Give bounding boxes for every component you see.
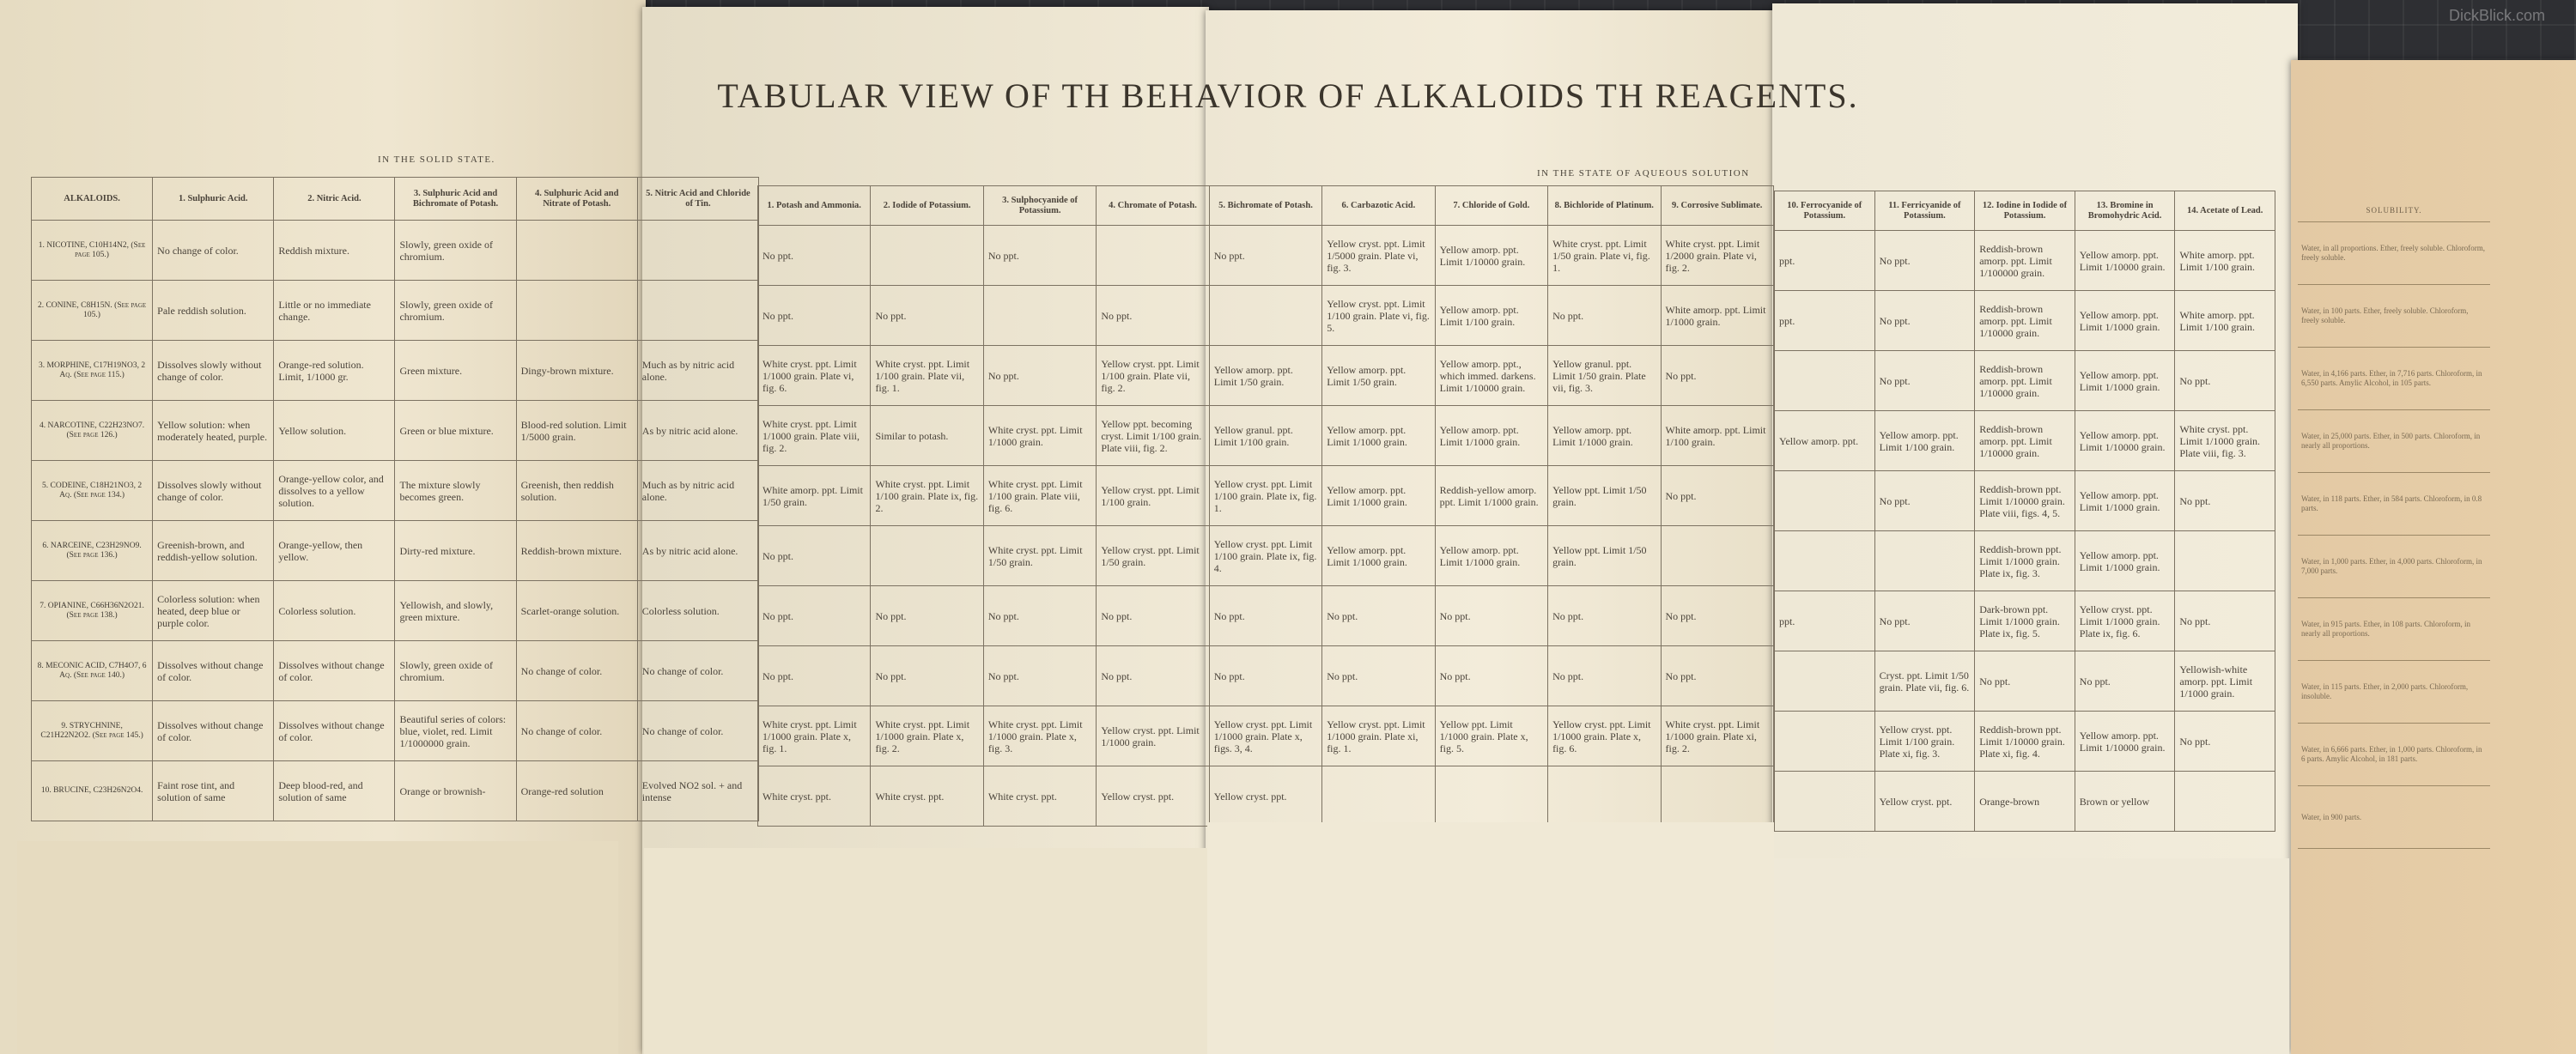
reaction-cell: Reddish-brown mixture. bbox=[516, 521, 637, 581]
column-header: 6. Carbazotic Acid. bbox=[1322, 186, 1435, 226]
reaction-cell bbox=[516, 281, 637, 341]
reaction-cell: No ppt. bbox=[871, 586, 983, 646]
reaction-cell: No change of color. bbox=[637, 641, 758, 701]
table-row bbox=[1775, 531, 2275, 591]
table-row bbox=[758, 346, 1774, 406]
reaction-cell: No ppt. bbox=[1874, 291, 1975, 351]
reaction-cell: White amorp. ppt. Limit 1/50 grain. bbox=[758, 466, 871, 526]
table-row bbox=[1775, 591, 2275, 651]
reaction-cell: Greenish-brown, and reddish-yellow solution. bbox=[153, 521, 274, 581]
table-row bbox=[32, 701, 759, 761]
table-row bbox=[758, 406, 1774, 466]
reaction-cell: Yellow solution: when moderately heated, purple. bbox=[153, 401, 274, 461]
table-solid-state bbox=[31, 177, 759, 821]
page-second-blank-area bbox=[644, 848, 1211, 1054]
reaction-cell: White amorp. ppt. Limit 1/100 grain. bbox=[2175, 231, 2275, 291]
solubility-cell: Water, in 900 parts. bbox=[2298, 786, 2490, 849]
reaction-cell: Dingy-brown mixture. bbox=[516, 341, 637, 401]
table-aqueous-state-continued bbox=[1774, 191, 2275, 832]
table-aqueous-state bbox=[757, 185, 1774, 827]
page-center-blank-area bbox=[1207, 822, 1774, 1054]
reaction-cell: Orange-yellow, then yellow. bbox=[274, 521, 395, 581]
reaction-cell: Yellow granul. ppt. Limit 1/100 grain. bbox=[1209, 406, 1321, 466]
alkaloid-cell: 7. OPIANINE, C66H36N2O21. (See page 138.) bbox=[32, 581, 153, 641]
reaction-cell: No ppt. bbox=[1975, 651, 2075, 712]
reaction-cell: Reddish-brown ppt. Limit 1/10000 grain. Plate viii, figs. 4, 5. bbox=[1975, 471, 2075, 531]
column-header: 10. Ferrocyanide of Potassium. bbox=[1775, 191, 1875, 231]
table-row bbox=[758, 466, 1774, 526]
reaction-cell: No ppt. bbox=[871, 286, 983, 346]
reaction-cell: White cryst. ppt. Limit 1/100 grain. Plate ix, fig. 2. bbox=[871, 466, 983, 526]
reaction-cell: Yellow amorp. ppt. Limit 1/1000 grain. bbox=[2075, 471, 2175, 531]
reaction-cell bbox=[983, 286, 1096, 346]
column-header: 4. Chromate of Potash. bbox=[1097, 186, 1209, 226]
reaction-cell bbox=[1775, 772, 1875, 832]
reaction-cell: White cryst. ppt. bbox=[983, 766, 1096, 827]
reaction-cell: No ppt. bbox=[1661, 346, 1774, 406]
reaction-cell: Yellow cryst. ppt. Limit 1/1000 grain. Plate xi, fig. 1. bbox=[1322, 706, 1435, 766]
solubility-cell: Water, in 4,166 parts. Ether, in 7,716 parts. Chloroform, in 6,550 parts. Amylic Alcohol, in 105 parts. bbox=[2298, 348, 2490, 410]
column-header: 8. Bichloride of Platinum. bbox=[1548, 186, 1661, 226]
reaction-cell bbox=[1209, 286, 1321, 346]
reaction-cell: White cryst. ppt. Limit 1/1000 grain. Plate x, fig. 3. bbox=[983, 706, 1096, 766]
reaction-cell: Evolved NO2 sol. + and intense bbox=[637, 761, 758, 821]
reaction-cell: Yellow amorp. ppt. Limit 1/1000 grain. bbox=[1548, 406, 1661, 466]
table-row bbox=[1775, 651, 2275, 712]
table-row bbox=[32, 341, 759, 401]
reaction-cell: No ppt. bbox=[983, 586, 1096, 646]
reaction-cell: Deep blood-red, and solution of same bbox=[274, 761, 395, 821]
table-row bbox=[32, 581, 759, 641]
column-header: 2. Nitric Acid. bbox=[274, 178, 395, 221]
reaction-cell bbox=[1435, 766, 1547, 827]
reaction-cell: Colorless solution. bbox=[637, 581, 758, 641]
reaction-cell: White cryst. ppt. bbox=[758, 766, 871, 827]
reaction-cell: As by nitric acid alone. bbox=[637, 401, 758, 461]
reaction-cell: White cryst. ppt. Limit 1/1000 grain. Plate viii, fig. 2. bbox=[758, 406, 871, 466]
reaction-cell bbox=[2175, 772, 2275, 832]
reaction-cell: No ppt. bbox=[758, 526, 871, 586]
reaction-cell bbox=[871, 526, 983, 586]
reaction-cell: Yellow cryst. ppt. Limit 1/100 grain. Plate ix, fig. 1. bbox=[1209, 466, 1321, 526]
table-row bbox=[32, 761, 759, 821]
reaction-cell: Orange-brown bbox=[1975, 772, 2075, 832]
reaction-cell bbox=[2175, 531, 2275, 591]
reaction-cell: White cryst. ppt. Limit 1/1000 grain. Plate x, fig. 2. bbox=[871, 706, 983, 766]
reaction-cell: Green mixture. bbox=[395, 341, 516, 401]
alkaloid-cell: 5. CODEINE, C18H21NO3, 2 Aq. (See page 134.) bbox=[32, 461, 153, 521]
reaction-cell: No ppt. bbox=[1435, 646, 1547, 706]
reaction-cell: No ppt. bbox=[1209, 646, 1321, 706]
solubility-cell: Water, in all proportions. Ether, freely soluble. Chloroform, freely soluble. bbox=[2298, 222, 2490, 285]
reaction-cell bbox=[1874, 531, 1975, 591]
page-right-blank-area bbox=[1774, 858, 2289, 1054]
reaction-cell: Brown or yellow bbox=[2075, 772, 2175, 832]
reaction-cell: No ppt. bbox=[1874, 591, 1975, 651]
reaction-cell: As by nitric acid alone. bbox=[637, 521, 758, 581]
table-solubility bbox=[2298, 199, 2490, 849]
reaction-cell: No change of color. bbox=[153, 221, 274, 281]
table-row bbox=[1775, 231, 2275, 291]
reaction-cell: White cryst. ppt. Limit 1/1000 grain. Plate xi, fig. 2. bbox=[1661, 706, 1774, 766]
alkaloid-cell: 10. BRUCINE, C23H26N2O4. bbox=[32, 761, 153, 821]
table-row bbox=[32, 461, 759, 521]
reaction-cell: White cryst. ppt. bbox=[871, 766, 983, 827]
reaction-cell: No ppt. bbox=[2175, 591, 2275, 651]
column-header: 14. Acetate of Lead. bbox=[2175, 191, 2275, 231]
reaction-cell: No ppt. bbox=[758, 586, 871, 646]
reaction-cell: Yellow ppt. Limit 1/50 grain. bbox=[1548, 466, 1661, 526]
column-header: 4. Sulphuric Acid and Nitrate of Potash. bbox=[516, 178, 637, 221]
reaction-cell: Green or blue mixture. bbox=[395, 401, 516, 461]
reaction-cell: Orange or brownish- bbox=[395, 761, 516, 821]
column-header: 1. Potash and Ammonia. bbox=[758, 186, 871, 226]
column-header: 9. Corrosive Sublimate. bbox=[1661, 186, 1774, 226]
table-row bbox=[758, 526, 1774, 586]
reaction-cell: Dissolves without change of color. bbox=[153, 701, 274, 761]
solubility-header: SOLUBILITY. bbox=[2298, 199, 2490, 222]
table-row bbox=[32, 641, 759, 701]
reaction-cell: No ppt. bbox=[1322, 646, 1435, 706]
reaction-cell bbox=[871, 226, 983, 286]
reaction-cell: Dark-brown ppt. Limit 1/1000 grain. Plate ix, fig. 5. bbox=[1975, 591, 2075, 651]
reaction-cell: Yellow amorp. ppt. Limit 1/1000 grain. bbox=[1435, 406, 1547, 466]
reaction-cell: ppt. bbox=[1775, 291, 1875, 351]
column-header: 2. Iodide of Potassium. bbox=[871, 186, 983, 226]
table-row bbox=[758, 586, 1774, 646]
reaction-cell: Pale reddish solution. bbox=[153, 281, 274, 341]
column-header: 5. Bichromate of Potash. bbox=[1209, 186, 1321, 226]
reaction-cell: Yellow amorp. ppt. Limit 1/1000 grain. bbox=[2075, 351, 2175, 411]
reaction-cell: Yellow amorp. ppt. Limit 1/1000 grain. bbox=[1322, 526, 1435, 586]
reaction-cell: Orange-red solution. Limit, 1/1000 gr. bbox=[274, 341, 395, 401]
column-header: ALKALOIDS. bbox=[32, 178, 153, 221]
reaction-cell: No ppt. bbox=[983, 346, 1096, 406]
reaction-cell: White cryst. ppt. Limit 1/1000 grain. Plate viii, fig. 3. bbox=[2175, 411, 2275, 471]
reaction-cell: Yellow cryst. ppt. Limit 1/1000 grain. Plate ix, fig. 6. bbox=[2075, 591, 2175, 651]
reaction-cell: Dissolves without change of color. bbox=[274, 701, 395, 761]
reaction-cell: Yellowish, and slowly, green mixture. bbox=[395, 581, 516, 641]
reaction-cell: Yellow amorp. ppt. Limit 1/1000 grain. bbox=[2075, 291, 2175, 351]
reaction-cell bbox=[1661, 526, 1774, 586]
reaction-cell: No ppt. bbox=[2175, 471, 2275, 531]
reaction-cell: No ppt. bbox=[758, 286, 871, 346]
reaction-cell: No change of color. bbox=[637, 701, 758, 761]
reaction-cell: Yellow amorp. ppt. Limit 1/100 grain. bbox=[1435, 286, 1547, 346]
solubility-cell: Water, in 25,000 parts. Ether, in 500 parts. Chloroform, in nearly all proportions. bbox=[2298, 410, 2490, 473]
reaction-cell: No ppt. bbox=[983, 646, 1096, 706]
reaction-cell: Much as by nitric acid alone. bbox=[637, 461, 758, 521]
reaction-cell: White cryst. ppt. Limit 1/50 grain. Plate vi, fig. 1. bbox=[1548, 226, 1661, 286]
reaction-cell: Scarlet-orange solution. bbox=[516, 581, 637, 641]
reaction-cell: No ppt. bbox=[1661, 586, 1774, 646]
reaction-cell: Dissolves without change of color. bbox=[153, 641, 274, 701]
table-row bbox=[1775, 351, 2275, 411]
reaction-cell: Reddish-yellow amorp. ppt. Limit 1/1000 grain. bbox=[1435, 466, 1547, 526]
reaction-cell: Yellow amorp. ppt. Limit 1/1000 grain. bbox=[1322, 466, 1435, 526]
reaction-cell: Yellow solution. bbox=[274, 401, 395, 461]
reaction-cell: No ppt. bbox=[1661, 466, 1774, 526]
reaction-cell: Yellow amorp. ppt. Limit 1/10000 grain. bbox=[2075, 411, 2175, 471]
reaction-cell: Yellow cryst. ppt. Limit 1/100 grain. Plate ix, fig. 4. bbox=[1209, 526, 1321, 586]
reaction-cell: Yellow amorp. ppt. Limit 1/10000 grain. bbox=[2075, 712, 2175, 772]
reaction-cell: White cryst. ppt. Limit 1/1000 grain. Plate x, fig. 1. bbox=[758, 706, 871, 766]
alkaloid-cell: 9. STRYCHNINE, C21H22N2O2. (See page 145.) bbox=[32, 701, 153, 761]
column-header: 11. Ferricyanide of Potassium. bbox=[1874, 191, 1975, 231]
reaction-cell: Yellow amorp. ppt. Limit 1/10000 grain. bbox=[2075, 231, 2175, 291]
reaction-cell: Yellowish-white amorp. ppt. Limit 1/1000 grain. bbox=[2175, 651, 2275, 712]
reaction-cell: Colorless solution: when heated, deep blue or purple color. bbox=[153, 581, 274, 641]
reaction-cell: Yellow cryst. ppt. Limit 1/100 grain. Plate vi, fig. 5. bbox=[1322, 286, 1435, 346]
reaction-cell: Yellow cryst. ppt. Limit 1/100 grain. bbox=[1097, 466, 1209, 526]
alkaloid-cell: 2. CONINE, C8H15N. (See page 105.) bbox=[32, 281, 153, 341]
column-header: 1. Sulphuric Acid. bbox=[153, 178, 274, 221]
reaction-cell bbox=[637, 221, 758, 281]
solubility-cell: Water, in 915 parts. Ether, in 108 parts. Chloroform, in nearly all proportions. bbox=[2298, 598, 2490, 661]
reaction-cell: White cryst. ppt. Limit 1/100 grain. Plate vii, fig. 1. bbox=[871, 346, 983, 406]
reaction-cell: Yellow cryst. ppt. Limit 1/100 grain. Plate vii, fig. 2. bbox=[1097, 346, 1209, 406]
reaction-cell: Yellow amorp. ppt. Limit 1/1000 grain. bbox=[2075, 531, 2175, 591]
page-left-blank-area bbox=[17, 841, 618, 1054]
reaction-cell bbox=[1775, 351, 1875, 411]
reaction-cell: Yellow amorp. ppt. Limit 1/1000 grain. bbox=[1435, 526, 1547, 586]
reaction-cell: Yellow amorp. ppt. bbox=[1775, 411, 1875, 471]
reaction-cell: Little or no immediate change. bbox=[274, 281, 395, 341]
reaction-cell: White cryst. ppt. Limit 1/2000 grain. Plate vi, fig. 2. bbox=[1661, 226, 1774, 286]
reaction-cell: No ppt. bbox=[1097, 286, 1209, 346]
reaction-cell: Dissolves slowly without change of color. bbox=[153, 341, 274, 401]
table-row bbox=[1775, 712, 2275, 772]
reaction-cell: No change of color. bbox=[516, 641, 637, 701]
table-row bbox=[758, 226, 1774, 286]
alkaloid-cell: 8. MECONIC ACID, C7H4O7, 6 Aq. (See page 140.) bbox=[32, 641, 153, 701]
reaction-cell: Yellow cryst. ppt. bbox=[1097, 766, 1209, 827]
reaction-cell: Greenish, then reddish solution. bbox=[516, 461, 637, 521]
page-title: TABULAR VIEW OF TH BEHAVIOR OF ALKALOIDS TH REAGENTS. bbox=[717, 76, 1859, 115]
reaction-cell: No ppt. bbox=[2175, 712, 2275, 772]
reaction-cell: Yellow amorp. ppt. Limit 1/10000 grain. bbox=[1435, 226, 1547, 286]
column-header: 7. Chloride of Gold. bbox=[1435, 186, 1547, 226]
table-row bbox=[758, 706, 1774, 766]
reaction-cell: White cryst. ppt. Limit 1/50 grain. bbox=[983, 526, 1096, 586]
table-row bbox=[758, 766, 1774, 827]
column-header: 3. Sulphocyanide of Potassium. bbox=[983, 186, 1096, 226]
section-solid: IN THE SOLID STATE. bbox=[378, 154, 495, 165]
section-aqueous: IN THE STATE OF AQUEOUS SOLUTION bbox=[1537, 168, 1750, 179]
reaction-cell: Faint rose tint, and solution of same bbox=[153, 761, 274, 821]
solubility-cell: Water, in 118 parts. Ether, in 584 parts. Chloroform, in 0.8 parts. bbox=[2298, 473, 2490, 536]
reaction-cell: Similar to potash. bbox=[871, 406, 983, 466]
reaction-cell: Yellow ppt. Limit 1/50 grain. bbox=[1548, 526, 1661, 586]
reaction-cell: Yellow amorp. ppt. Limit 1/100 grain. bbox=[1874, 411, 1975, 471]
reaction-cell: No ppt. bbox=[1661, 646, 1774, 706]
reaction-cell bbox=[1548, 766, 1661, 827]
table-row bbox=[758, 286, 1774, 346]
reaction-cell: Dissolves without change of color. bbox=[274, 641, 395, 701]
table-row bbox=[32, 221, 759, 281]
reaction-cell: Yellow amorp. ppt. Limit 1/50 grain. bbox=[1322, 346, 1435, 406]
reaction-cell: Much as by nitric acid alone. bbox=[637, 341, 758, 401]
table-row bbox=[758, 646, 1774, 706]
reaction-cell bbox=[516, 221, 637, 281]
reaction-cell: No ppt. bbox=[1322, 586, 1435, 646]
table-row bbox=[1775, 772, 2275, 832]
alkaloid-cell: 1. NICOTINE, C10H14N2, (See page 105.) bbox=[32, 221, 153, 281]
reaction-cell: Slowly, green oxide of chromium. bbox=[395, 221, 516, 281]
reaction-cell: No ppt. bbox=[1548, 286, 1661, 346]
reaction-cell: Reddish-brown amorp. ppt. Limit 1/100000 grain. bbox=[1975, 231, 2075, 291]
reaction-cell: Reddish-brown ppt. Limit 1/1000 grain. Plate ix, fig. 3. bbox=[1975, 531, 2075, 591]
reaction-cell: Cryst. ppt. Limit 1/50 grain. Plate vii, fig. 6. bbox=[1874, 651, 1975, 712]
reaction-cell: White cryst. ppt. Limit 1/1000 grain. bbox=[983, 406, 1096, 466]
reaction-cell: Yellow cryst. ppt. bbox=[1209, 766, 1321, 827]
table-row bbox=[32, 281, 759, 341]
table-row bbox=[1775, 411, 2275, 471]
reaction-cell: Yellow cryst. ppt. Limit 1/50 grain. bbox=[1097, 526, 1209, 586]
reaction-cell: White amorp. ppt. Limit 1/100 grain. bbox=[1661, 406, 1774, 466]
reaction-cell: ppt. bbox=[1775, 591, 1875, 651]
reaction-cell: No ppt. bbox=[1097, 586, 1209, 646]
reaction-cell: Yellow cryst. ppt. bbox=[1874, 772, 1975, 832]
reaction-cell: No ppt. bbox=[1874, 231, 1975, 291]
reaction-cell: White amorp. ppt. Limit 1/1000 grain. bbox=[1661, 286, 1774, 346]
reaction-cell: Orange-red solution bbox=[516, 761, 637, 821]
reaction-cell: No ppt. bbox=[1097, 646, 1209, 706]
reaction-cell: Colorless solution. bbox=[274, 581, 395, 641]
reaction-cell: No change of color. bbox=[516, 701, 637, 761]
alkaloid-cell: 4. NARCOTINE, C22H23NO7. (See page 126.) bbox=[32, 401, 153, 461]
reaction-cell: No ppt. bbox=[1435, 586, 1547, 646]
reaction-cell: No ppt. bbox=[758, 226, 871, 286]
reaction-cell: The mixture slowly becomes green. bbox=[395, 461, 516, 521]
reaction-cell: Yellow cryst. ppt. Limit 1/5000 grain. Plate vi, fig. 3. bbox=[1322, 226, 1435, 286]
reaction-cell: Dissolves slowly without change of color. bbox=[153, 461, 274, 521]
table-row bbox=[1775, 471, 2275, 531]
reaction-cell: White cryst. ppt. Limit 1/100 grain. Plate viii, fig. 6. bbox=[983, 466, 1096, 526]
reaction-cell: No ppt. bbox=[2075, 651, 2175, 712]
table-row bbox=[32, 401, 759, 461]
watermark-text: DickBlick.com bbox=[2448, 7, 2545, 24]
reaction-cell: Yellow cryst. ppt. Limit 1/1000 grain. Plate x, fig. 6. bbox=[1548, 706, 1661, 766]
table-row bbox=[1775, 291, 2275, 351]
reaction-cell: Yellow amorp. ppt. Limit 1/1000 grain. bbox=[1322, 406, 1435, 466]
table-row bbox=[32, 521, 759, 581]
reaction-cell: Yellow cryst. ppt. Limit 1/100 grain. Plate xi, fig. 3. bbox=[1874, 712, 1975, 772]
reaction-cell: No ppt. bbox=[758, 646, 871, 706]
reaction-cell: No ppt. bbox=[983, 226, 1096, 286]
reaction-cell: Slowly, green oxide of chromium. bbox=[395, 281, 516, 341]
reaction-cell: Beautiful series of colors: blue, violet, red. Limit 1/1000000 grain. bbox=[395, 701, 516, 761]
column-header: 5. Nitric Acid and Chloride of Tin. bbox=[637, 178, 758, 221]
solubility-cell: Water, in 100 parts. Ether, freely soluble. Chloroform, freely soluble. bbox=[2298, 285, 2490, 348]
reaction-cell bbox=[1775, 471, 1875, 531]
alkaloid-cell: 6. NARCEINE, C23H29NO9. (See page 136.) bbox=[32, 521, 153, 581]
reaction-cell: Reddish-brown amorp. ppt. Limit 1/10000 grain. bbox=[1975, 291, 2075, 351]
reaction-cell: No ppt. bbox=[1209, 226, 1321, 286]
solubility-cell: Water, in 1,000 parts. Ether, in 4,000 parts. Chloroform, in 7,000 parts. bbox=[2298, 536, 2490, 598]
reaction-cell: No ppt. bbox=[1209, 586, 1321, 646]
alkaloid-cell: 3. MORPHINE, C17H19NO3, 2 Aq. (See page 115.) bbox=[32, 341, 153, 401]
reaction-cell bbox=[1322, 766, 1435, 827]
reaction-cell: Yellow cryst. ppt. Limit 1/1000 grain. Plate x, figs. 3, 4. bbox=[1209, 706, 1321, 766]
reaction-cell: No ppt. bbox=[1548, 646, 1661, 706]
reaction-cell bbox=[637, 281, 758, 341]
column-header: 12. Iodine in Iodide of Potassium. bbox=[1975, 191, 2075, 231]
reaction-cell: Yellow granul. ppt. Limit 1/50 grain. Plate vii, fig. 3. bbox=[1548, 346, 1661, 406]
reaction-cell bbox=[1775, 712, 1875, 772]
reaction-cell bbox=[1775, 651, 1875, 712]
reaction-cell: Slowly, green oxide of chromium. bbox=[395, 641, 516, 701]
reaction-cell bbox=[1661, 766, 1774, 827]
reaction-cell: No ppt. bbox=[1548, 586, 1661, 646]
reaction-cell: Yellow cryst. ppt. Limit 1/1000 grain. bbox=[1097, 706, 1209, 766]
reaction-cell: White cryst. ppt. Limit 1/1000 grain. Plate vi, fig. 6. bbox=[758, 346, 871, 406]
column-header: 3. Sulphuric Acid and Bichromate of Potash. bbox=[395, 178, 516, 221]
reaction-cell: Reddish-brown ppt. Limit 1/10000 grain. Plate xi, fig. 4. bbox=[1975, 712, 2075, 772]
column-header: 13. Bromine in Bromohydric Acid. bbox=[2075, 191, 2175, 231]
reaction-cell: Orange-yellow color, and dissolves to a yellow solution. bbox=[274, 461, 395, 521]
reaction-cell: Blood-red solution. Limit 1/5000 grain. bbox=[516, 401, 637, 461]
reaction-cell: Reddish mixture. bbox=[274, 221, 395, 281]
reaction-cell: Yellow ppt. becoming cryst. Limit 1/100 grain. Plate viii, fig. 2. bbox=[1097, 406, 1209, 466]
reaction-cell: Yellow amorp. ppt., which immed. darkens. Limit 1/10000 grain. bbox=[1435, 346, 1547, 406]
reaction-cell: Reddish-brown amorp. ppt. Limit 1/10000 grain. bbox=[1975, 351, 2075, 411]
reaction-cell bbox=[1097, 226, 1209, 286]
reaction-cell: No ppt. bbox=[871, 646, 983, 706]
reaction-cell: No ppt. bbox=[1874, 471, 1975, 531]
reaction-cell: No ppt. bbox=[2175, 351, 2275, 411]
reaction-cell: Yellow amorp. ppt. Limit 1/50 grain. bbox=[1209, 346, 1321, 406]
solubility-cell: Water, in 6,666 parts. Ether, in 1,000 parts. Chloroform, in 6 parts. Amylic Alcohol, in 181 parts. bbox=[2298, 724, 2490, 786]
reaction-cell bbox=[1775, 531, 1875, 591]
reaction-cell: No ppt. bbox=[1874, 351, 1975, 411]
reaction-cell: White amorp. ppt. Limit 1/100 grain. bbox=[2175, 291, 2275, 351]
reaction-cell: Dirty-red mixture. bbox=[395, 521, 516, 581]
solubility-cell: Water, in 115 parts. Ether, in 2,000 parts. Chloroform, insoluble. bbox=[2298, 661, 2490, 724]
reaction-cell: Yellow ppt. Limit 1/1000 grain. Plate x, fig. 5. bbox=[1435, 706, 1547, 766]
reaction-cell: ppt. bbox=[1775, 231, 1875, 291]
reaction-cell: Reddish-brown amorp. ppt. Limit 1/10000 grain. bbox=[1975, 411, 2075, 471]
